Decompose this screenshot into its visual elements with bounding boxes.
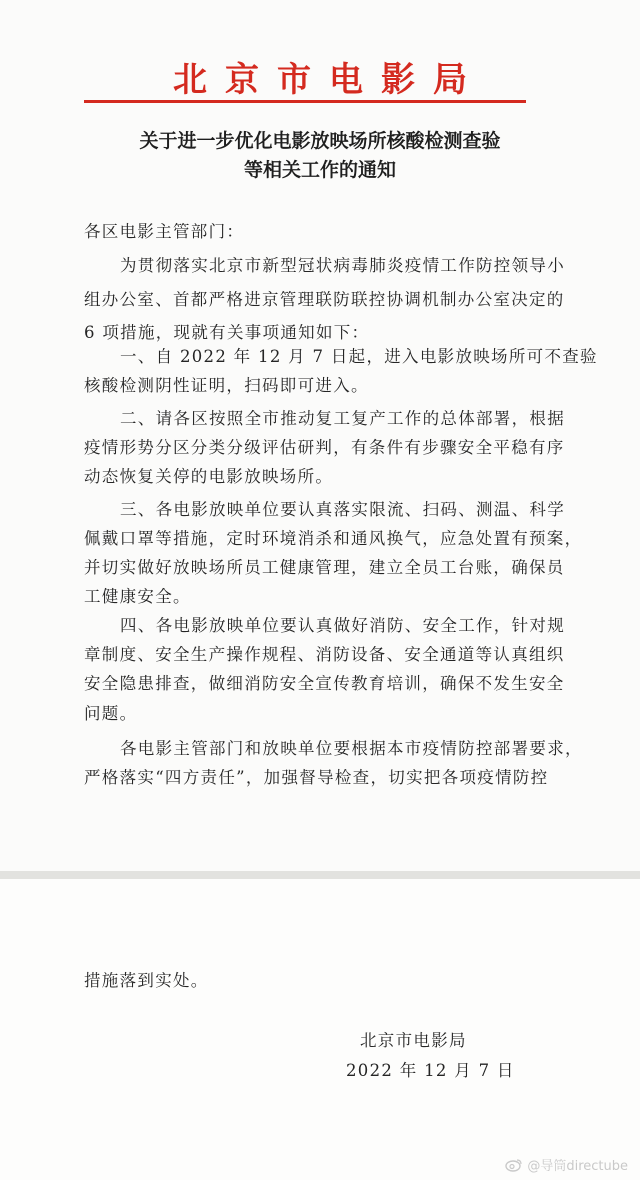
body-line: 安全隐患排查，做细消防安全宣传教育培训，确保不发生安全 [84,674,565,693]
document-title-line-2: 等相关工作的通知 [243,159,396,181]
body-line: 疫情形势分区分类分级评估研判，有条件有步骤安全平稳有序 [84,438,565,457]
body-line: 二、请各区按照全市推动复工复产工作的总体部署，根据 [120,409,565,428]
page-gap [0,871,640,879]
body-line: 一、自 2022 年 12 月 7 日起，进入电影放映场所可不查验 [120,347,598,366]
header-red-rule [84,100,526,103]
continuation-line: 措施落到实处。 [84,971,209,990]
salutation: 各区电影主管部门： [84,222,245,241]
body-line: 工健康安全。 [84,587,191,606]
watermark-text: @导筒directube [527,1159,628,1174]
weibo-icon [505,1158,523,1172]
signature-org: 北京市电影局 [360,1031,467,1050]
body-line: 组办公室、首都严格进京管理联防联控协调机制办公室决定的 [84,290,565,309]
body-line: 为贯彻落实北京市新型冠状病毒肺炎疫情工作防控领导小 [120,256,565,275]
body-line: 各电影主管部门和放映单位要根据本市疫情防控部署要求， [120,739,583,758]
document-page-2 [0,879,640,1180]
body-line: 问题。 [84,704,138,723]
org-name-header: 北京市电影局 [173,60,485,100]
body-line: 核酸检测阴性证明，扫码即可进入。 [84,376,369,395]
body-line: 严格落实“四方责任”，加强督导检查，切实把各项疫情防控 [84,768,549,787]
body-line: 6 项措施，现就有关事项通知如下： [84,323,370,342]
body-line: 四、各电影放映单位要认真做好消防、安全工作，针对规 [120,616,565,635]
body-line: 动态恢复关停的电影放映场所。 [84,467,334,486]
body-line: 并切实做好放映场所员工健康管理，建立全员工台账，确保员 [84,558,565,577]
document-title-line-1: 关于进一步优化电影放映场所核酸检测查验 [139,130,501,152]
watermark [505,1155,628,1174]
body-line: 三、各电影放映单位要认真落实限流、扫码、测温、科学 [120,500,565,519]
signature-date: 2022 年 12 月 7 日 [346,1061,515,1080]
body-line: 佩戴口罩等措施，定时环境消杀和通风换气，应急处置有预案， [84,529,583,548]
body-line: 章制度、安全生产操作规程、消防设备、安全通道等认真组织 [84,645,565,664]
